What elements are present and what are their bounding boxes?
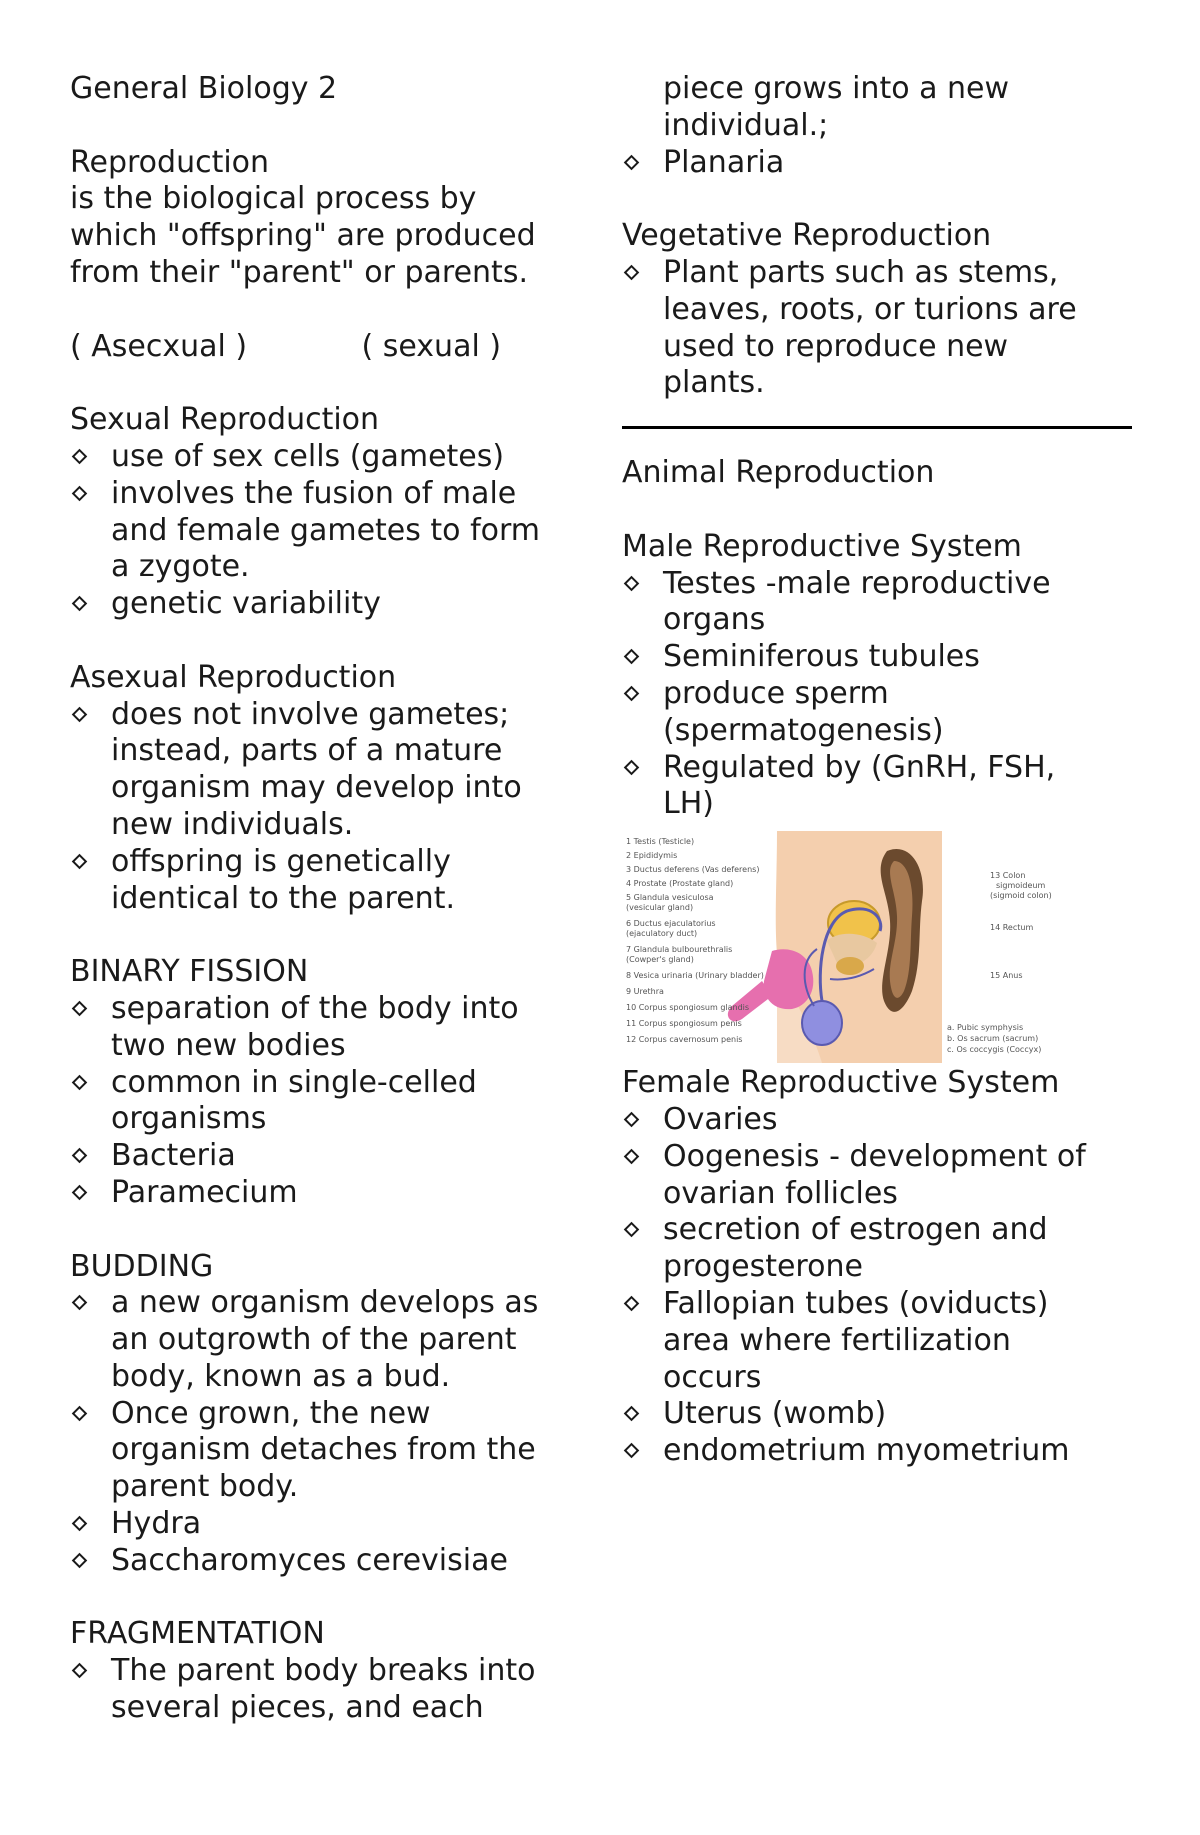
bullet-item: does not involve gametes; instead, parts of a mature organism may develop into new individuals. xyxy=(70,697,570,844)
bullet-item: Paramecium xyxy=(70,1175,570,1212)
diagram-label: 13 Colon xyxy=(990,871,1026,881)
diagram-label: 15 Anus xyxy=(990,971,1023,981)
diagram-label: b. Os sacrum (sacrum) xyxy=(947,1034,1039,1044)
diagram-label: sigmoideum xyxy=(996,881,1046,891)
bullet-item: involves the fusion of male and female gametes to form a zygote. xyxy=(70,476,570,586)
diagram-label: (vesicular gland) xyxy=(626,903,694,913)
diamond-bullet-icon xyxy=(72,1074,88,1090)
asexual-reproduction-heading: Asexual Reproduction xyxy=(70,659,397,695)
diamond-bullet-icon xyxy=(624,1406,640,1422)
bullet-item: The parent body breaks into several pieces, and each xyxy=(70,1653,570,1727)
diagram-label: (Cowper's gland) xyxy=(626,955,694,965)
right-column xyxy=(622,71,1142,1470)
diamond-bullet-icon xyxy=(72,853,88,869)
diagram-label: 6 Ductus ejaculatorius xyxy=(626,919,716,929)
vegetative-reproduction-heading: Vegetative Reproduction xyxy=(622,218,992,254)
binary-fission-heading: BINARY FISSION xyxy=(70,954,309,990)
diagram-label: 1 Testis (Testicle) xyxy=(626,837,695,847)
diagram-label: (sigmoid colon) xyxy=(990,891,1052,901)
bullet-item: Regulated by (GnRH, FSH, LH) xyxy=(622,750,1142,824)
diagram-label: 10 Corpus spongiosum glandis xyxy=(626,1003,750,1013)
course-title: General Biology 2 xyxy=(70,71,338,106)
diamond-bullet-icon xyxy=(624,575,640,591)
male-anatomy-diagram xyxy=(622,831,1052,1063)
diagram-label: 12 Corpus cavernosum penis xyxy=(626,1035,743,1045)
diamond-bullet-icon xyxy=(624,649,640,665)
bullet-item: Planaria xyxy=(622,145,1142,182)
diamond-bullet-icon xyxy=(624,1222,640,1238)
bullet-item: Bacteria xyxy=(70,1138,570,1175)
diamond-bullet-icon xyxy=(624,1443,640,1459)
diamond-bullet-icon xyxy=(72,1516,88,1532)
bullet-item: secretion of estrogen and progesterone xyxy=(622,1212,1142,1286)
diamond-bullet-icon xyxy=(72,706,88,722)
sexual-reproduction-heading: Sexual Reproduction xyxy=(70,402,380,438)
diagram-label: c. Os coccygis (Coccyx) xyxy=(947,1045,1042,1055)
bullet-item: Seminiferous tubules xyxy=(622,639,1142,676)
bullet-item: Plant parts such as stems, leaves, roots, or turions are used to reproduce new plants. xyxy=(622,255,1142,402)
definition-line: which "offspring" are produced xyxy=(70,218,536,254)
diamond-bullet-icon xyxy=(624,1296,640,1312)
bullet-item: a new organism develops as an outgrowth of the parent body, known as a bud. xyxy=(70,1285,570,1395)
diagram-label: 2 Epididymis xyxy=(626,851,678,861)
bullet-item: genetic variability xyxy=(70,586,570,623)
female-reproductive-heading: Female Reproductive System xyxy=(622,1065,1060,1101)
diamond-bullet-icon xyxy=(624,759,640,775)
diamond-bullet-icon xyxy=(72,1185,88,1201)
bullet-item: Saccharomyces cerevisiae xyxy=(70,1543,570,1580)
diagram-label: 8 Vesica urinaria (Urinary bladder) xyxy=(626,971,764,981)
diamond-bullet-icon xyxy=(624,265,640,281)
bullet-item: Fallopian tubes (oviducts) area where fertilization occurs xyxy=(622,1286,1142,1396)
diamond-bullet-icon xyxy=(624,1148,640,1164)
diamond-bullet-icon xyxy=(72,1148,88,1164)
diamond-bullet-icon xyxy=(72,1553,88,1569)
bullet-item: offspring is genetically identical to the parent. xyxy=(70,844,570,918)
diagram-label: 11 Corpus spongiosum penis xyxy=(626,1019,742,1029)
diagram-label: 5 Glandula vesiculosa xyxy=(626,893,714,903)
diagram-label: 3 Ductus deferens (Vas deferens) xyxy=(626,865,760,875)
bullet-item: Oogenesis - development of ovarian follicles xyxy=(622,1139,1142,1213)
bullet-item: separation of the body into two new bodies xyxy=(70,991,570,1065)
diagram-label: (ejaculatory duct) xyxy=(626,929,698,939)
diagram-label: 14 Rectum xyxy=(990,923,1034,933)
bullet-item: Hydra xyxy=(70,1506,570,1543)
bullet-item: common in single-celled organisms xyxy=(70,1065,570,1139)
bullet-item: Testes -male reproductive organs xyxy=(622,566,1142,640)
section-divider xyxy=(622,426,1132,429)
diamond-bullet-icon xyxy=(624,154,640,170)
diamond-bullet-icon xyxy=(72,1001,88,1017)
bullet-item: Ovaries xyxy=(622,1102,1142,1139)
reproduction-types: ( Asecxual ) ( sexual ) xyxy=(70,328,502,364)
reproduction-heading: Reproduction xyxy=(70,144,270,180)
diagram-label: 7 Glandula bulbourethralis xyxy=(626,945,733,955)
diamond-bullet-icon xyxy=(72,449,88,465)
diamond-bullet-icon xyxy=(624,686,640,702)
bullet-item: produce sperm (spermatogenesis) xyxy=(622,676,1142,750)
bullet-item: Uterus (womb) xyxy=(622,1396,1142,1433)
diamond-bullet-icon xyxy=(72,596,88,612)
diamond-bullet-icon xyxy=(72,1663,88,1679)
male-reproductive-heading: Male Reproductive System xyxy=(622,528,1022,564)
definition-line: is the biological process by xyxy=(70,181,477,217)
fragmentation-heading: FRAGMENTATION xyxy=(70,1616,325,1652)
diamond-bullet-icon xyxy=(72,485,88,501)
diagram-label: 9 Urethra xyxy=(626,987,664,997)
budding-heading: BUDDING xyxy=(70,1248,214,1284)
fragmentation-continued: piece grows into a new individual.; xyxy=(663,71,1010,143)
bullet-item: Once grown, the new organism detaches from the parent body. xyxy=(70,1396,570,1506)
animal-reproduction-heading: Animal Reproduction xyxy=(622,455,935,491)
bullet-item: use of sex cells (gametes) xyxy=(70,439,570,476)
diagram-label: 4 Prostate (Prostate gland) xyxy=(626,879,734,889)
diagram-label: a. Pubic symphysis xyxy=(947,1023,1024,1033)
diamond-bullet-icon xyxy=(72,1295,88,1311)
definition-line: from their "parent" or parents. xyxy=(70,254,528,290)
diamond-bullet-icon xyxy=(624,1112,640,1128)
bullet-item: endometrium myometrium xyxy=(622,1433,1142,1470)
diamond-bullet-icon xyxy=(72,1405,88,1421)
left-column xyxy=(70,71,570,1727)
